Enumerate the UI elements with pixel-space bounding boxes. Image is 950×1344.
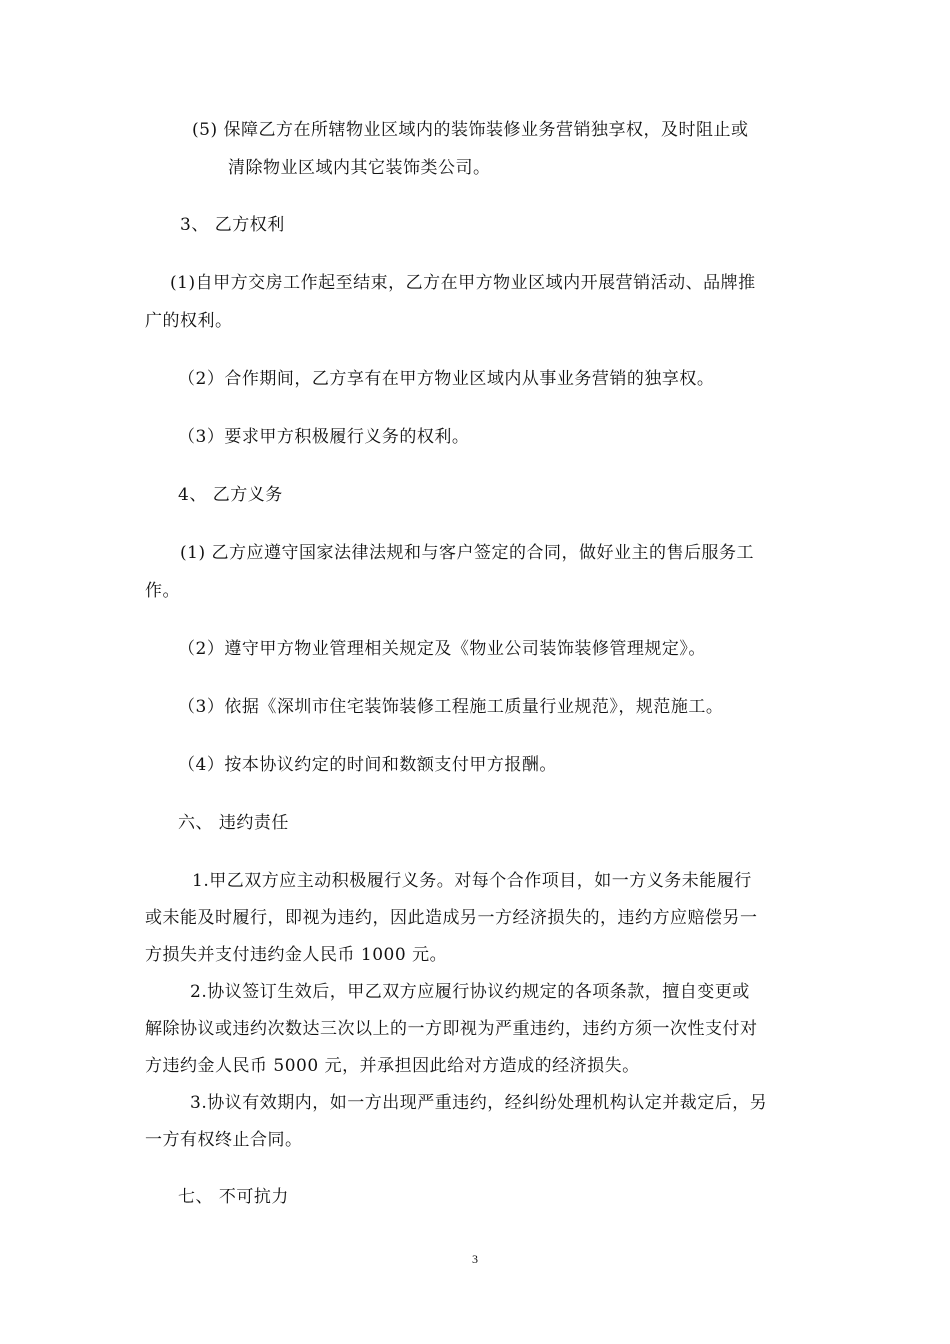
clause-c1-line-2: 作。 bbox=[145, 581, 180, 601]
section-heading-party-b-obligations: 4、 乙方义务 bbox=[178, 485, 283, 505]
clause-b1-line-1: (1)自甲方交房工作起至结束，乙方在甲方物业区域内开展营销活动、品牌推 bbox=[170, 273, 756, 293]
clause-d2-line-2: 解除协议或违约次数达三次以上的一方即视为严重违约，违约方须一次性支付对 bbox=[145, 1019, 758, 1039]
clause-b3: （3）要求甲方积极履行义务的权利。 bbox=[178, 427, 470, 447]
clause-a5-line-1: (5) 保障乙方在所辖物业区域内的装饰装修业务营销独享权，及时阻止或 bbox=[192, 120, 749, 140]
section-heading-force-majeure: 七、 不可抗力 bbox=[178, 1187, 289, 1207]
clause-b2: （2）合作期间，乙方享有在甲方物业区域内从事业务营销的独享权。 bbox=[178, 369, 715, 389]
page-number: 3 bbox=[472, 1252, 478, 1266]
clause-d1-line-1: 1.甲乙双方应主动积极履行义务。对每个合作项目，如一方义务未能履行 bbox=[192, 871, 752, 891]
clause-d3-line-1: 3.协议有效期内，如一方出现严重违约，经纠纷处理机构认定并裁定后，另 bbox=[190, 1093, 768, 1113]
clause-b1-line-2: 广的权利。 bbox=[145, 311, 233, 331]
clause-d2-line-3: 方违约金人民币 5000 元，并承担因此给对方造成的经济损失。 bbox=[145, 1056, 640, 1076]
clause-c4: （4）按本协议约定的时间和数额支付甲方报酬。 bbox=[178, 755, 557, 775]
clause-c1-line-1: (1) 乙方应遵守国家法律法规和与客户签定的合同，做好业主的售后服务工 bbox=[180, 543, 754, 563]
clause-d1-line-2: 或未能及时履行，即视为违约，因此造成另一方经济损失的，违约方应赔偿另一 bbox=[145, 908, 758, 928]
clause-d3-line-2: 一方有权终止合同。 bbox=[145, 1130, 303, 1150]
clause-a5-line-2: 清除物业区域内其它装饰类公司。 bbox=[228, 158, 491, 178]
section-heading-party-b-rights: 3、 乙方权利 bbox=[180, 215, 285, 235]
clause-d2-line-1: 2.协议签订生效后，甲乙双方应履行协议约规定的各项条款，擅自变更或 bbox=[190, 982, 750, 1002]
clause-d1-line-3: 方损失并支付违约金人民币 1000 元。 bbox=[145, 945, 448, 965]
section-heading-breach-liability: 六、 违约责任 bbox=[178, 813, 289, 833]
clause-c2: （2）遵守甲方物业管理相关规定及《物业公司装饰装修管理规定》。 bbox=[178, 639, 706, 659]
clause-c3: （3）依据《深圳市住宅装饰装修工程施工质量行业规范》，规范施工。 bbox=[178, 697, 724, 717]
